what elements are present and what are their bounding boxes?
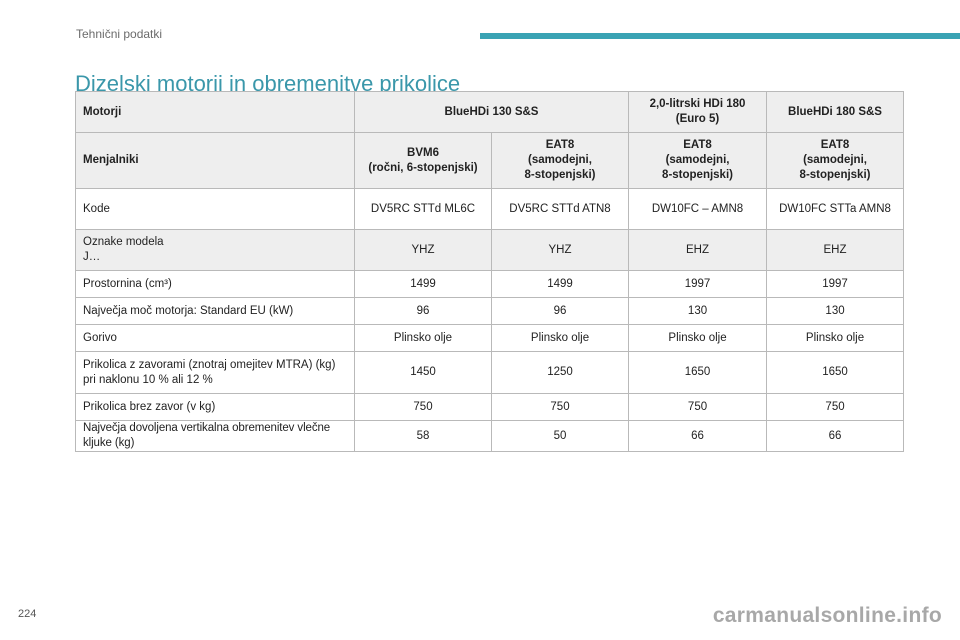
row-label: Menjalniki bbox=[76, 133, 355, 189]
table-cell: 1250 bbox=[492, 352, 629, 394]
table-row-unbraked-trailer bbox=[76, 394, 904, 421]
table-cell: 1450 bbox=[355, 352, 492, 394]
table-cell: 1650 bbox=[767, 352, 904, 394]
table-cell: 130 bbox=[767, 298, 904, 325]
page-title: Dizelski motorji in obremenitve prikolice bbox=[75, 70, 461, 96]
table-row-braked-trailer bbox=[76, 352, 904, 394]
table-cell: 1499 bbox=[355, 271, 492, 298]
table-cell: 66 bbox=[629, 421, 767, 452]
table-cell: 750 bbox=[492, 394, 629, 421]
table-cell: 750 bbox=[629, 394, 767, 421]
row-label: Prikolica z zavorami (znotraj omejitev MTRA) (kg) pri naklonu 10 % ali 12 % bbox=[76, 352, 355, 394]
table-row-gearboxes bbox=[76, 133, 904, 189]
table-cell: 50 bbox=[492, 421, 629, 452]
row-label: Največja dovoljena vertikalna obremenitev vlečne kljuke (kg) bbox=[76, 421, 355, 452]
table-cell: YHZ bbox=[492, 230, 629, 271]
row-label: Največja moč motorja: Standard EU (kW) bbox=[76, 298, 355, 325]
table-cell: DV5RC STTd ATN8 bbox=[492, 189, 629, 230]
row-label: Oznake modela J… bbox=[76, 230, 355, 271]
table-cell: Plinsko olje bbox=[629, 325, 767, 352]
table-cell bbox=[629, 92, 767, 133]
table-cell: YHZ bbox=[355, 230, 492, 271]
table-cell: EAT8 (samodejni, 8-stopenjski) bbox=[767, 133, 904, 189]
table-cell: 96 bbox=[355, 298, 492, 325]
specs-table bbox=[75, 91, 904, 452]
table-cell: 750 bbox=[355, 394, 492, 421]
row-label: Gorivo bbox=[76, 325, 355, 352]
table-cell: BlueHDi 180 S&S bbox=[767, 92, 904, 133]
table-row-engines bbox=[76, 92, 904, 133]
table-row-codes bbox=[76, 189, 904, 230]
row-label: Kode bbox=[76, 189, 355, 230]
watermark: carmanualsonline.info bbox=[712, 604, 942, 627]
section-header-label: Tehnični podatki bbox=[76, 27, 163, 41]
table-cell: EAT8 (samodejni, 8-stopenjski) bbox=[629, 133, 767, 189]
table-cell: BlueHDi 130 S&S bbox=[355, 92, 629, 133]
table-row-max-power bbox=[76, 298, 904, 325]
row-label: Prikolica brez zavor (v kg) bbox=[76, 394, 355, 421]
table-cell: DW10FC STTa AMN8 bbox=[767, 189, 904, 230]
table-cell: BVM6 (ročni, 6-stopenjski) bbox=[355, 133, 492, 189]
table-cell: DV5RC STTd ML6C bbox=[355, 189, 492, 230]
row-label: Prostornina (cm³) bbox=[76, 271, 355, 298]
table-cell: 1499 bbox=[492, 271, 629, 298]
table-cell: Plinsko olje bbox=[767, 325, 904, 352]
table-row-model-codes bbox=[76, 230, 904, 271]
cell-text: 2,0-litrski HDi 180 (Euro 5) bbox=[649, 98, 746, 125]
table-cell: 58 bbox=[355, 421, 492, 452]
table-cell: Plinsko olje bbox=[492, 325, 629, 352]
table-row-fuel bbox=[76, 325, 904, 352]
table-cell: EAT8 (samodejni, 8-stopenjski) bbox=[492, 133, 629, 189]
page-number: 224 bbox=[18, 608, 37, 620]
table-row-towbar-load bbox=[76, 421, 904, 452]
table-cell: EHZ bbox=[629, 230, 767, 271]
table-cell: 1997 bbox=[767, 271, 904, 298]
row-label: Motorji bbox=[76, 92, 355, 133]
table-cell: 96 bbox=[492, 298, 629, 325]
table-cell: 1997 bbox=[629, 271, 767, 298]
table-cell: DW10FC – AMN8 bbox=[629, 189, 767, 230]
table-cell: 750 bbox=[767, 394, 904, 421]
table-cell: EHZ bbox=[767, 230, 904, 271]
table-cell: 130 bbox=[629, 298, 767, 325]
table-row-displacement bbox=[76, 271, 904, 298]
table-cell: Plinsko olje bbox=[355, 325, 492, 352]
section-header-bar bbox=[480, 33, 960, 39]
table-cell: 1650 bbox=[629, 352, 767, 394]
table-cell: 66 bbox=[767, 421, 904, 452]
